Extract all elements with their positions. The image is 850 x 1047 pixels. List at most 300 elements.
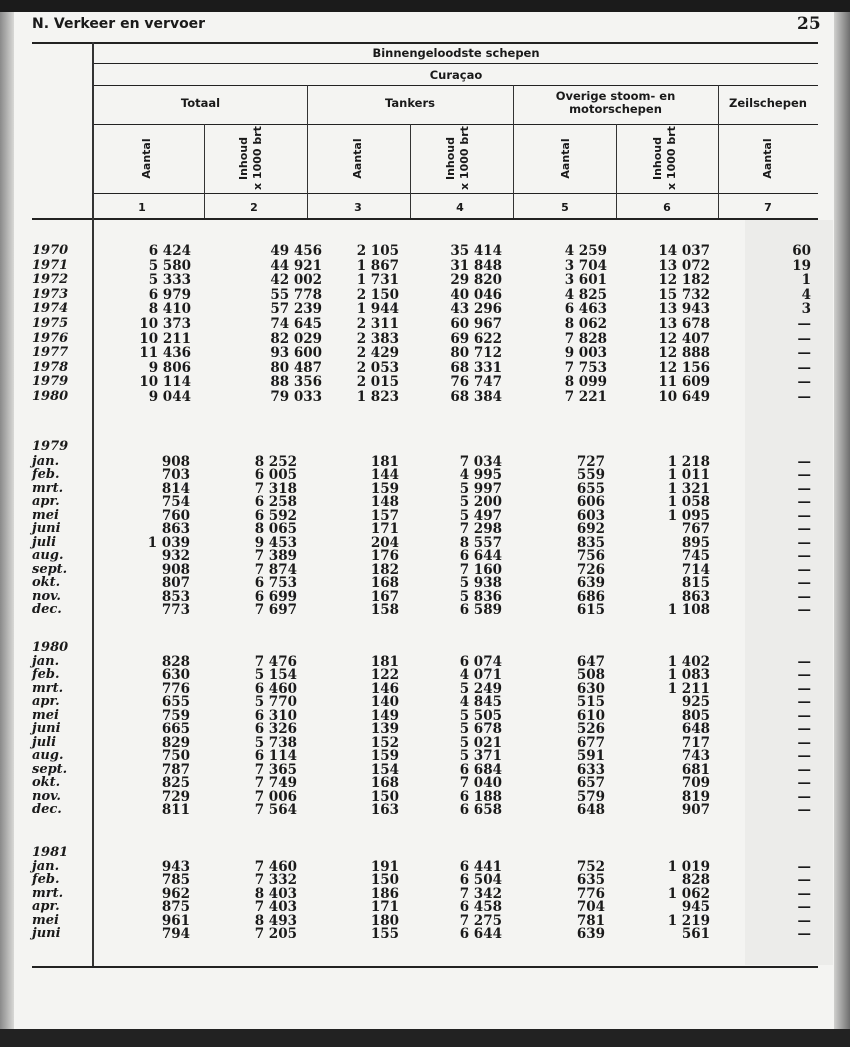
table-cell-col5: 726	[576, 561, 605, 578]
table-cell-col2: 8 403	[254, 885, 297, 902]
group-zeilschepen: Zeilschepen	[729, 96, 807, 110]
table-cell-col1: 787	[161, 761, 190, 778]
table-cell-col3: 181	[370, 654, 399, 670]
table-cell-col2: 8 065	[254, 521, 297, 538]
row-label: apr.	[32, 899, 60, 915]
table-cell-col1: 908	[161, 561, 190, 578]
column-number: 4	[456, 201, 464, 214]
table-cell-col4: 6 074	[459, 654, 502, 670]
row-label: feb.	[32, 667, 60, 683]
table-cell-col6: 815	[681, 575, 710, 592]
table-cell-col3: 182	[370, 561, 399, 578]
table-cell-col3: 1 867	[356, 257, 399, 274]
row-label: 1974	[32, 301, 69, 317]
table-cell-col1: 829	[161, 734, 190, 751]
bleed-through-area	[745, 220, 833, 965]
table-cell-col2: 5 154	[254, 667, 297, 684]
table-cell-col5: 526	[576, 721, 605, 738]
table-cell-col1: 825	[161, 775, 190, 792]
table-cell-col2: 7 564	[254, 801, 297, 818]
column-number: 5	[561, 201, 569, 214]
table-cell-col3: 154	[370, 761, 399, 778]
table-cell-col5: 776	[576, 885, 605, 902]
table-cell-col3: 2 053	[356, 359, 399, 376]
table-cell-col4: 7 275	[459, 912, 502, 929]
table-cell-col2: 9 453	[254, 534, 297, 551]
table-cell-col7: —	[797, 521, 811, 538]
table-cell-col1: 655	[161, 694, 190, 711]
table-cell-col4: 4 845	[459, 694, 502, 711]
table-cell-col2: 93 600	[270, 345, 322, 362]
table-cell-col1: 961	[161, 912, 190, 929]
table-cell-col3: 158	[370, 601, 399, 618]
table-cell-col7: —	[797, 454, 811, 470]
table-cell-col2: 82 029	[270, 330, 322, 347]
table-cell-col4: 7 342	[459, 885, 502, 902]
table-cell-col4: 6 188	[459, 788, 502, 805]
table-cell-col1: 814	[161, 480, 190, 497]
table-cell-col7: —	[797, 859, 811, 875]
table-cell-col7: —	[797, 801, 811, 818]
table-cell-col1: 794	[161, 926, 190, 942]
table-cell-col5: 579	[576, 788, 605, 805]
table-cell-col1: 754	[161, 494, 190, 511]
sub-inhoud: Inhoud	[237, 136, 250, 181]
table-cell-col6: 895	[681, 534, 710, 551]
table-cell-col1: 9 806	[148, 359, 191, 376]
row-label: 1978	[32, 359, 69, 375]
table-cell-col2: 6 005	[254, 467, 297, 484]
row-label: 1972	[32, 272, 69, 288]
row-label: 1973	[32, 286, 69, 302]
table-cell-col1: 962	[161, 885, 190, 902]
table-cell-col5: 9 003	[564, 345, 607, 362]
table-cell-col6: 681	[681, 761, 710, 778]
column-number: 2	[250, 201, 258, 214]
table-cell-col6: 925	[681, 694, 710, 711]
table-cell-col6: 743	[681, 748, 710, 765]
table-cell-col7: —	[797, 694, 811, 711]
table-cell-col5: 835	[576, 534, 605, 551]
table-cell-col2: 7 403	[254, 899, 297, 916]
table-cell-col5: 610	[576, 707, 605, 724]
table-cell-col3: 1 944	[356, 301, 399, 318]
row-label: okt.	[32, 575, 61, 591]
table-cell-col6: 828	[681, 872, 710, 889]
table-cell-col6: 12 407	[658, 330, 710, 347]
sub-inhoud: Inhoud	[444, 136, 457, 181]
table-cell-col3: 167	[370, 588, 399, 605]
table-cell-col1: 8 410	[148, 301, 191, 318]
table-cell-col6: 819	[681, 788, 710, 805]
table-cell-col7: —	[797, 748, 811, 765]
table-cell-col7: —	[797, 775, 811, 792]
table-cell-col2: 6 460	[254, 680, 297, 697]
row-label: juli	[32, 534, 57, 550]
rule	[92, 63, 818, 64]
table-cell-col5: 7 828	[564, 330, 607, 347]
table-cell-col3: 186	[370, 885, 399, 902]
table-cell-col5: 752	[576, 859, 605, 875]
table-cell-col5: 606	[576, 494, 605, 511]
row-label: juli	[32, 734, 57, 750]
table-cell-col6: 15 732	[658, 286, 710, 303]
table-cell-col3: 2 383	[356, 330, 399, 347]
rule	[92, 85, 818, 86]
table-cell-col4: 5 938	[459, 575, 502, 592]
table-cell-col7: 1	[801, 272, 811, 289]
table-cell-col3: 1 731	[356, 272, 399, 289]
table-cell-col6: 12 156	[658, 359, 710, 376]
table-cell-col3: 149	[370, 707, 399, 724]
table-cell-col3: 191	[370, 859, 399, 875]
col-divider	[204, 124, 205, 218]
table-cell-col2: 6 753	[254, 575, 297, 592]
table-cell-col4: 5 200	[459, 494, 502, 511]
table-cell-col4: 5 997	[459, 480, 502, 497]
table-cell-col4: 7 040	[459, 775, 502, 792]
table-cell-col7: —	[797, 359, 811, 376]
table-cell-col3: 155	[370, 926, 399, 942]
table-cell-col1: 10 114	[139, 374, 191, 391]
table-cell-col1: 10 211	[139, 330, 191, 347]
table-cell-col7: —	[797, 926, 811, 942]
table-cell-col5: 677	[576, 734, 605, 751]
table-cell-col5: 647	[576, 654, 605, 670]
table-cell-col4: 7 160	[459, 561, 502, 578]
table-cell-col4: 4 071	[459, 667, 502, 684]
group-totaal: Totaal	[180, 96, 221, 110]
table-cell-col1: 6 979	[148, 286, 191, 303]
table-cell-col4: 35 414	[450, 243, 502, 259]
table-cell-col6: 945	[681, 899, 710, 916]
table-cell-col6: 10 649	[658, 389, 710, 405]
table-cell-col3: 159	[370, 748, 399, 765]
table-cell-col4: 5 021	[459, 734, 502, 751]
table-cell-col4: 5 505	[459, 707, 502, 724]
row-label: aug.	[32, 548, 64, 564]
table-cell-col5: 3 601	[564, 272, 607, 289]
stub-divider	[92, 42, 94, 966]
row-label: sept.	[32, 761, 68, 777]
table-cell-col5: 633	[576, 761, 605, 778]
table-cell-col6: 12 888	[658, 345, 710, 362]
table-cell-col6: 767	[681, 521, 710, 538]
table-cell-col2: 6 592	[254, 507, 297, 524]
table-cell-col2: 7 205	[254, 926, 297, 942]
row-label: 1976	[32, 330, 69, 346]
table-cell-col6: 745	[681, 548, 710, 565]
table-cell-col2: 7 318	[254, 480, 297, 497]
table-cell-col5: 727	[576, 454, 605, 470]
table-cell-col1: 943	[161, 859, 190, 875]
table-cell-col6: 1 095	[667, 507, 710, 524]
table-cell-col2: 80 487	[270, 359, 322, 376]
table-cell-col5: 6 463	[564, 301, 607, 318]
table-cell-col2: 88 356	[270, 374, 322, 391]
table-cell-col6: 1 058	[667, 494, 710, 511]
table-cell-col2: 6 310	[254, 707, 297, 724]
table-cell-col1: 759	[161, 707, 190, 724]
table-cell-col1: 630	[161, 667, 190, 684]
column-number: 3	[354, 201, 362, 214]
table-cell-col1: 776	[161, 680, 190, 697]
table-cell-col4: 5 249	[459, 680, 502, 697]
table-cell-col6: 1 321	[667, 480, 710, 497]
table-cell-col4: 5 836	[459, 588, 502, 605]
table-cell-col6: 709	[681, 775, 710, 792]
table-cell-col4: 6 644	[459, 548, 502, 565]
table-cell-col4: 7 034	[459, 454, 502, 470]
table-cell-col4: 6 658	[459, 801, 502, 818]
table-cell-col7: —	[797, 707, 811, 724]
row-label: dec.	[32, 601, 62, 617]
table-cell-col3: 2 015	[356, 374, 399, 391]
row-label: jan.	[32, 454, 60, 469]
table-cell-col6: 1 011	[667, 467, 710, 484]
row-label: okt.	[32, 775, 61, 791]
table-cell-col5: 515	[576, 694, 605, 711]
table-cell-col5: 639	[576, 926, 605, 942]
table-cell-col4: 5 371	[459, 748, 502, 765]
table-cell-col5: 615	[576, 601, 605, 618]
column-number: 1	[138, 201, 146, 214]
sub-inhoud: Inhoud	[651, 136, 664, 181]
table-cell-col2: 79 033	[270, 389, 322, 405]
table-cell-col5: 639	[576, 575, 605, 592]
table-cell-col1: 750	[161, 748, 190, 765]
row-label: sept.	[32, 561, 68, 577]
table-cell-col3: 168	[370, 575, 399, 592]
table-cell-col2: 5 770	[254, 694, 297, 711]
table-cell-col3: 171	[370, 899, 399, 916]
table-cell-col1: 10 373	[139, 316, 191, 332]
row-label: mei	[32, 507, 59, 523]
table-cell-col1: 5 333	[148, 272, 191, 289]
table-cell-col3: 152	[370, 734, 399, 751]
table-cell-col1: 853	[161, 588, 190, 605]
table-cell-col3: 159	[370, 480, 399, 497]
table-cell-col4: 60 967	[450, 316, 502, 332]
table-cell-col6: 12 182	[658, 272, 710, 289]
row-label: jan.	[32, 654, 60, 669]
scan-bottom-edge	[0, 1029, 850, 1047]
table-cell-col1: 703	[161, 467, 190, 484]
table-cell-col4: 6 684	[459, 761, 502, 778]
table-cell-col2: 5 738	[254, 734, 297, 751]
table-cell-col1: 773	[161, 601, 190, 618]
table-cell-col6: 1 219	[667, 912, 710, 929]
table-cell-col4: 6 644	[459, 926, 502, 942]
table-cell-col4: 68 331	[450, 359, 502, 376]
scan-left-edge	[0, 12, 14, 1047]
table-cell-col4: 6 441	[459, 859, 502, 875]
table-cell-col2: 57 239	[270, 301, 322, 318]
row-label: mrt.	[32, 680, 64, 696]
table-cell-col2: 44 921	[270, 257, 322, 274]
sub-inhoud-unit: x 1000 brt	[251, 126, 264, 190]
table-cell-col5: 4 825	[564, 286, 607, 303]
row-label: juni	[32, 926, 61, 941]
table-cell-col4: 6 458	[459, 899, 502, 916]
row-label: juni	[32, 721, 61, 737]
table-cell-col7: —	[797, 588, 811, 605]
row-label: apr.	[32, 494, 60, 510]
table-cell-col2: 8 493	[254, 912, 297, 929]
table-cell-col5: 657	[576, 775, 605, 792]
table-cell-col7: 19	[792, 257, 811, 274]
row-label: apr.	[32, 694, 60, 710]
row-label: feb.	[32, 467, 60, 483]
table-cell-col7: —	[797, 389, 811, 405]
table-cell-col6: 907	[681, 801, 710, 818]
row-label: mei	[32, 707, 59, 723]
rule	[32, 42, 818, 44]
table-cell-col2: 6 326	[254, 721, 297, 738]
table-cell-col6: 13 943	[658, 301, 710, 318]
table-cell-col2: 7 006	[254, 788, 297, 805]
table-cell-col6: 1 211	[667, 680, 710, 697]
table-cell-col4: 7 298	[459, 521, 502, 538]
scan-right-edge	[834, 12, 850, 1047]
table-cell-col7: —	[797, 761, 811, 778]
table-cell-col3: 2 429	[356, 345, 399, 362]
table-cell-col3: 204	[370, 534, 399, 551]
table-cell-col7: —	[797, 534, 811, 551]
table-cell-col6: 11 609	[658, 374, 710, 391]
table-cell-col2: 7 332	[254, 872, 297, 889]
table-cell-col7: —	[797, 721, 811, 738]
table-cell-col3: 168	[370, 775, 399, 792]
col-divider	[513, 85, 514, 218]
table-cell-col4: 5 497	[459, 507, 502, 524]
row-label: 1971	[32, 257, 69, 273]
sub-aantal: Aantal	[761, 138, 774, 179]
table-cell-col1: 665	[161, 721, 190, 738]
sub-aantal: Aantal	[140, 138, 153, 179]
table-cell-col6: 714	[681, 561, 710, 578]
table-cell-col6: 863	[681, 588, 710, 605]
block-heading: 1981	[32, 845, 69, 860]
rule	[32, 966, 818, 968]
row-label: 1979	[32, 374, 69, 390]
table-cell-col3: 139	[370, 721, 399, 738]
sub-inhoud-unit: x 1000 brt	[458, 126, 471, 190]
row-label: mrt.	[32, 480, 64, 496]
sub-aantal: Aantal	[559, 138, 572, 179]
table-cell-col7: —	[797, 575, 811, 592]
table-cell-col2: 7 365	[254, 761, 297, 778]
table-cell-col2: 42 002	[270, 272, 322, 289]
group-tankers: Tankers	[385, 96, 435, 110]
col-divider	[616, 124, 617, 218]
table-cell-col7: —	[797, 667, 811, 684]
row-label: mei	[32, 912, 59, 928]
table-cell-col3: 2 105	[356, 243, 399, 259]
table-cell-col4: 69 622	[450, 330, 502, 347]
table-cell-col2: 8 252	[254, 454, 297, 470]
table-cell-col2: 6 258	[254, 494, 297, 511]
table-cell-col7: —	[797, 316, 811, 332]
table-cell-col7: —	[797, 494, 811, 511]
table-cell-col4: 6 589	[459, 601, 502, 618]
table-cell-col4: 4 995	[459, 467, 502, 484]
row-label: feb.	[32, 872, 60, 888]
table-cell-col3: 157	[370, 507, 399, 524]
table-cell-col2: 7 389	[254, 548, 297, 565]
table-cell-col5: 3 704	[564, 257, 607, 274]
table-cell-col5: 704	[576, 899, 605, 916]
table-cell-col6: 1 218	[667, 454, 710, 470]
table-cell-col3: 140	[370, 694, 399, 711]
table-cell-col4: 8 557	[459, 534, 502, 551]
table-cell-col3: 2 311	[356, 316, 399, 332]
table-cell-col1: 875	[161, 899, 190, 916]
table-cell-col5: 655	[576, 480, 605, 497]
table-cell-col5: 648	[576, 801, 605, 818]
table-cell-col7: —	[797, 374, 811, 391]
row-label: 1980	[32, 389, 69, 404]
table-cell-col7: 3	[801, 301, 811, 318]
table-cell-col5: 7 221	[564, 389, 607, 405]
column-number: 6	[663, 201, 671, 214]
table-cell-col6: 1 402	[667, 654, 710, 670]
table-cell-col6: 1 019	[667, 859, 710, 875]
table-cell-col7: 60	[792, 243, 811, 259]
table-cell-col1: 729	[161, 788, 190, 805]
table-cell-col3: 150	[370, 872, 399, 889]
table-cell-col1: 11 436	[139, 345, 191, 362]
table-cell-col4: 5 678	[459, 721, 502, 738]
table-cell-col7: —	[797, 885, 811, 902]
table-cell-col7: —	[797, 899, 811, 916]
row-label: aug.	[32, 748, 64, 764]
table-cell-col1: 932	[161, 548, 190, 565]
table-cell-col6: 13 072	[658, 257, 710, 274]
table-cell-col5: 686	[576, 588, 605, 605]
table-cell-col7: —	[797, 330, 811, 347]
table-cell-col7: —	[797, 912, 811, 929]
table-cell-col7: —	[797, 680, 811, 697]
table-cell-col4: 76 747	[450, 374, 502, 391]
table-cell-col2: 55 778	[270, 286, 322, 303]
section-title: N. Verkeer en vervoer	[32, 16, 206, 32]
table-cell-col6: 1 083	[667, 667, 710, 684]
table-cell-col3: 180	[370, 912, 399, 929]
sub-inhoud-unit: x 1000 brt	[665, 126, 678, 190]
sub-aantal: Aantal	[351, 138, 364, 179]
table-cell-col7: —	[797, 788, 811, 805]
table-cell-col3: 144	[370, 467, 399, 484]
header-region: Curaçao	[429, 68, 483, 82]
block-heading: 1980	[32, 640, 69, 655]
table-cell-col4: 43 296	[450, 301, 502, 318]
table-cell-col1: 5 580	[148, 257, 191, 274]
table-cell-col7: —	[797, 480, 811, 497]
table-cell-col1: 6 424	[148, 243, 191, 259]
header-top: Binnengeloodste schepen	[372, 46, 540, 60]
table-cell-col7: 4	[801, 286, 811, 303]
table-cell-col5: 591	[576, 748, 605, 765]
table-cell-col7: —	[797, 548, 811, 565]
table-cell-col6: 648	[681, 721, 710, 738]
table-cell-col7: —	[797, 561, 811, 578]
table-cell-col1: 760	[161, 507, 190, 524]
table-cell-col6: 1 108	[667, 601, 710, 618]
table-cell-col1: 828	[161, 654, 190, 670]
table-cell-col1: 908	[161, 454, 190, 470]
table-cell-col3: 148	[370, 494, 399, 511]
